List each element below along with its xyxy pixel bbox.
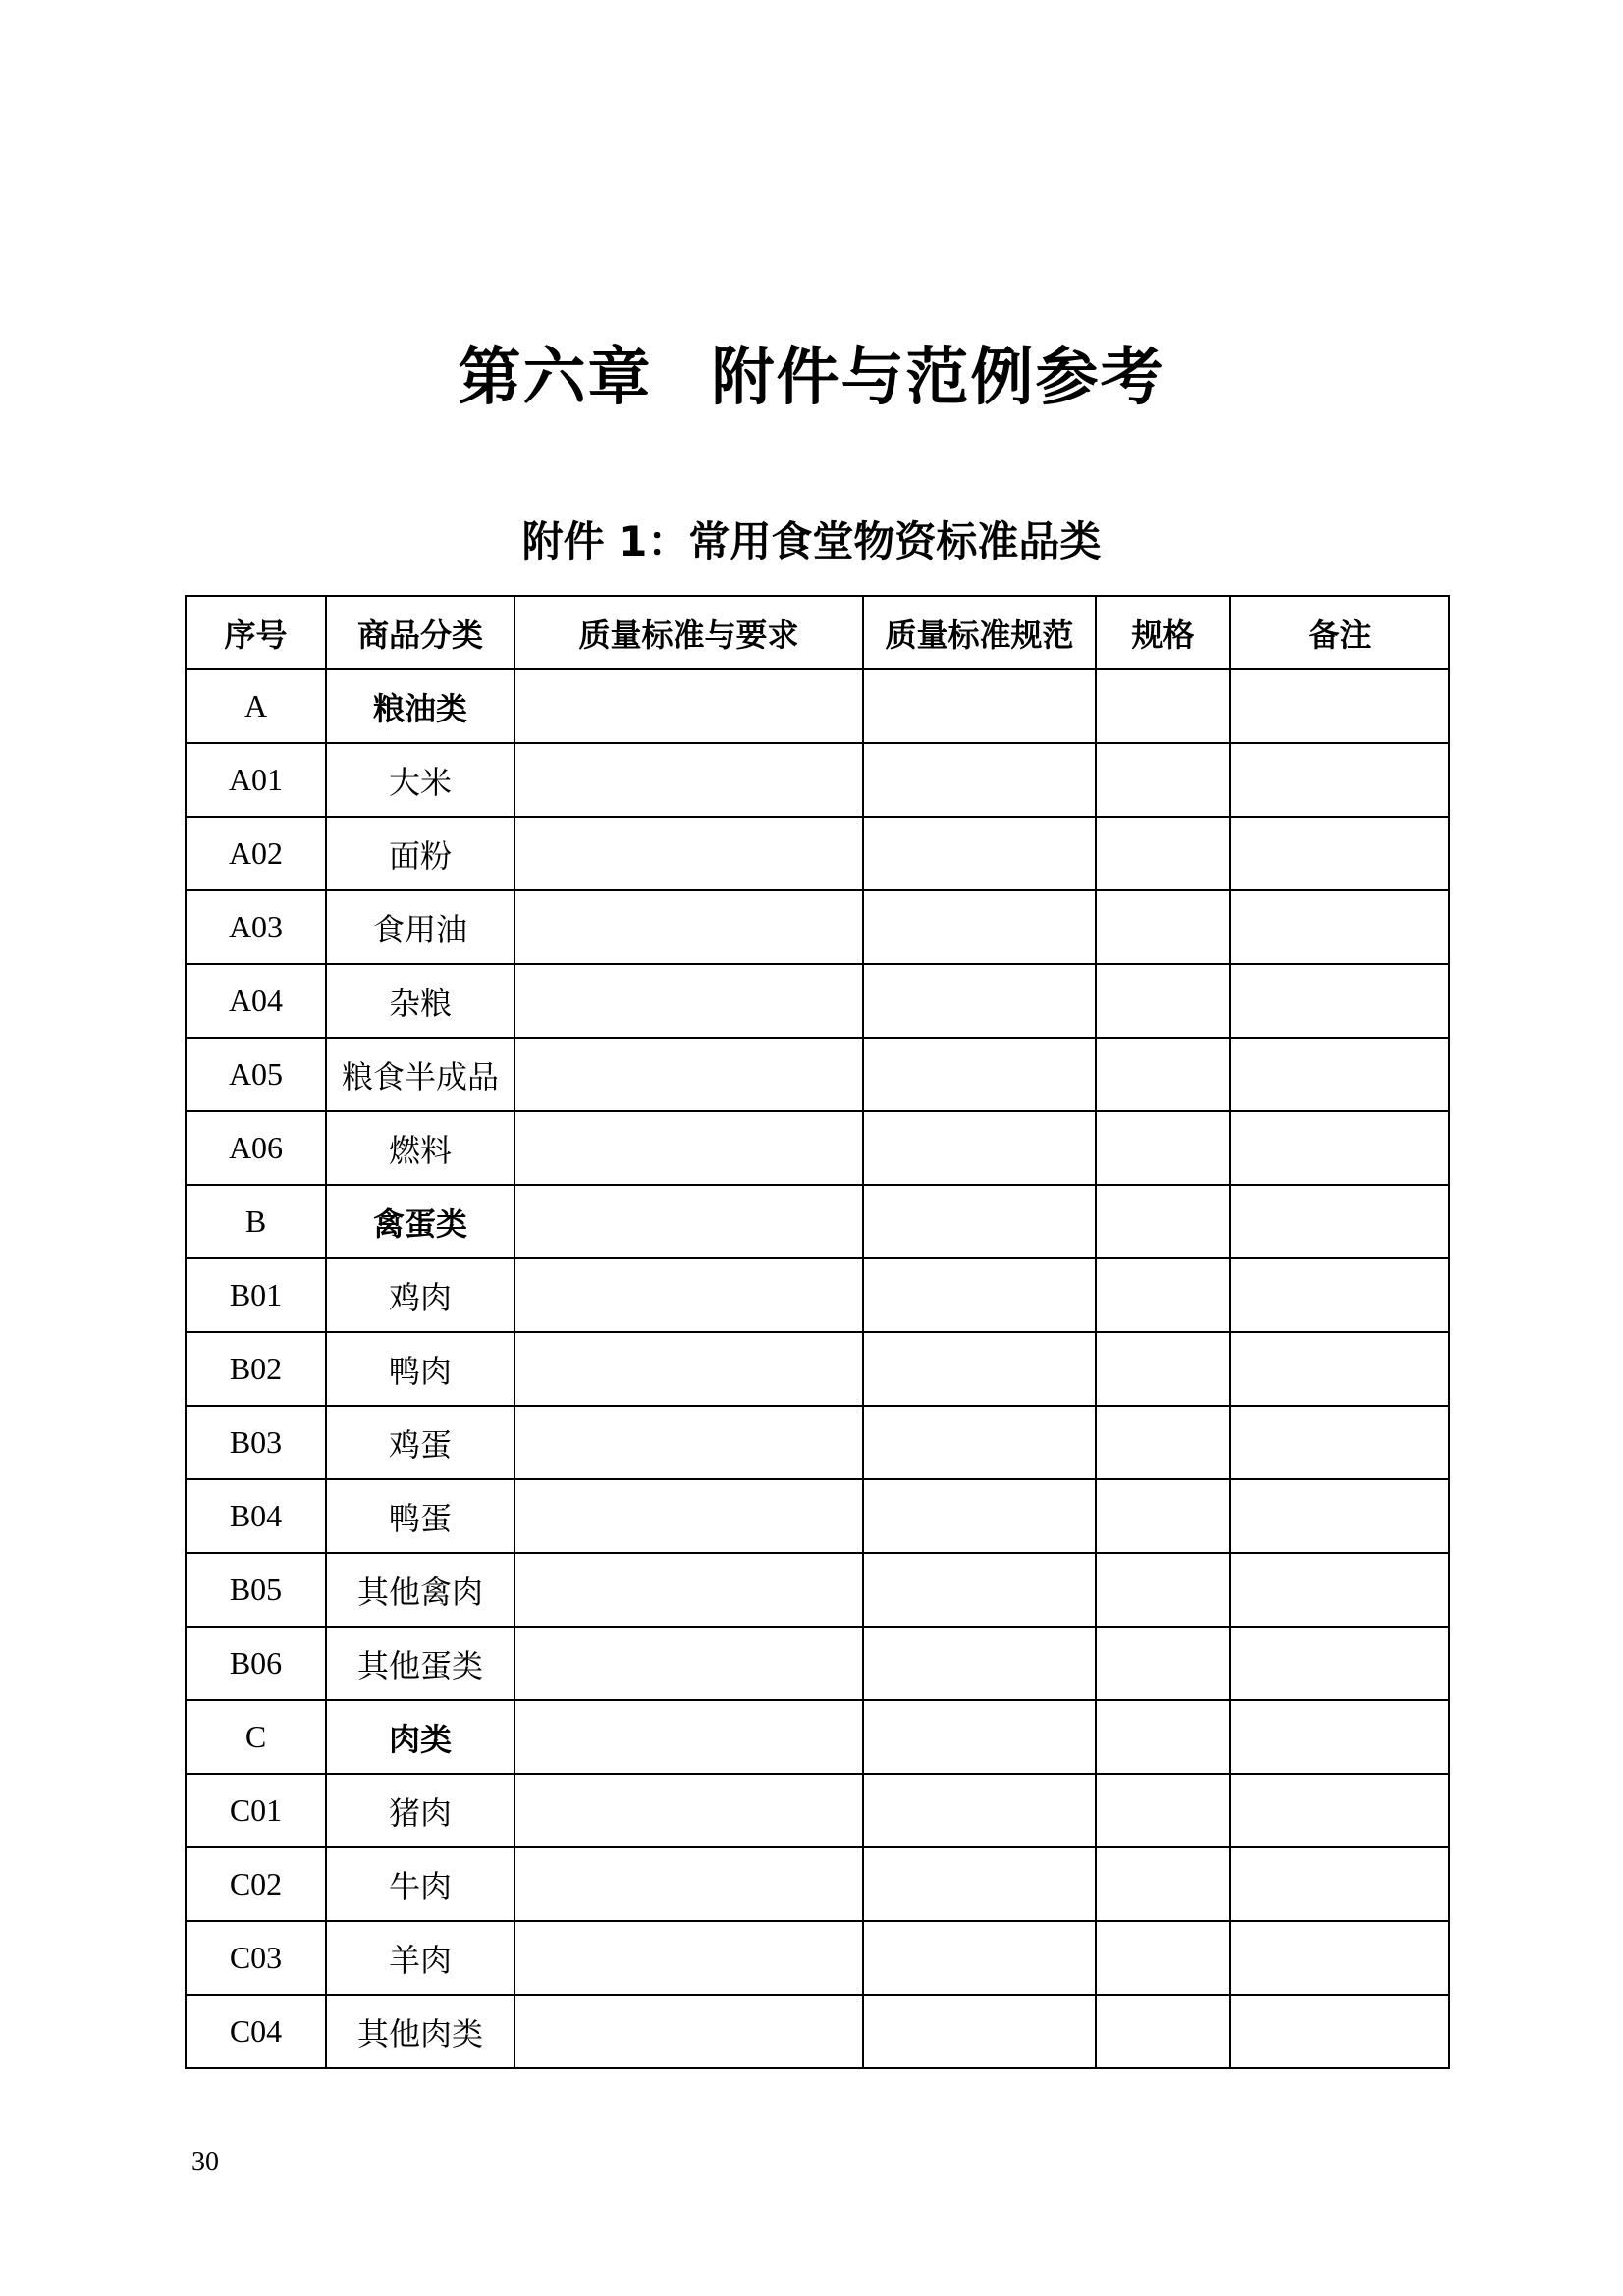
header-remarks: 备注 xyxy=(1230,596,1449,669)
item-category-name: 鸡蛋 xyxy=(326,1406,514,1479)
quality-spec-cell xyxy=(863,1038,1096,1111)
item-category-name: 羊肉 xyxy=(326,1921,514,1995)
item-code: B06 xyxy=(186,1627,326,1700)
item-code: C02 xyxy=(186,1847,326,1921)
category-row xyxy=(186,669,1449,743)
size-cell xyxy=(1096,1038,1230,1111)
quality-spec-cell xyxy=(863,1479,1096,1553)
item-code: A05 xyxy=(186,1038,326,1111)
item-code: A02 xyxy=(186,817,326,890)
item-category-name: 其他肉类 xyxy=(326,1995,514,2068)
table-row xyxy=(186,890,1449,964)
quality-requirements-cell xyxy=(514,1258,863,1332)
remarks-cell xyxy=(1230,1038,1449,1111)
size-cell xyxy=(1096,1847,1230,1921)
quality-requirements-cell xyxy=(514,1111,863,1185)
quality-requirements-cell xyxy=(514,743,863,817)
quality-requirements-cell xyxy=(514,1847,863,1921)
size-cell xyxy=(1096,1627,1230,1700)
remarks-cell xyxy=(1230,890,1449,964)
remarks-cell xyxy=(1230,743,1449,817)
item-category-name: 猪肉 xyxy=(326,1774,514,1847)
quality-spec-cell xyxy=(863,964,1096,1038)
table-row xyxy=(186,1332,1449,1406)
item-code: A04 xyxy=(186,964,326,1038)
table-row xyxy=(186,1774,1449,1847)
remarks-cell xyxy=(1230,964,1449,1038)
table-row xyxy=(186,1627,1449,1700)
quality-requirements-cell xyxy=(514,1038,863,1111)
size-cell xyxy=(1096,1332,1230,1406)
item-category-name: 粮食半成品 xyxy=(326,1038,514,1111)
remarks-cell xyxy=(1230,1700,1449,1774)
quality-spec-cell xyxy=(863,669,1096,743)
item-category-name: 粮油类 xyxy=(326,669,514,743)
size-cell xyxy=(1096,1258,1230,1332)
item-code: B03 xyxy=(186,1406,326,1479)
size-cell xyxy=(1096,1700,1230,1774)
table-row xyxy=(186,1258,1449,1332)
quality-requirements-cell xyxy=(514,1774,863,1847)
item-category-name: 鸭蛋 xyxy=(326,1479,514,1553)
item-category-name: 食用油 xyxy=(326,890,514,964)
item-code: B05 xyxy=(186,1553,326,1627)
item-code: C04 xyxy=(186,1995,326,2068)
header-category: 商品分类 xyxy=(326,596,514,669)
table-row xyxy=(186,1111,1449,1185)
quality-requirements-cell xyxy=(514,1627,863,1700)
table-body xyxy=(186,669,1449,2068)
quality-requirements-cell xyxy=(514,964,863,1038)
remarks-cell xyxy=(1230,1185,1449,1258)
item-category-name: 燃料 xyxy=(326,1111,514,1185)
quality-spec-cell xyxy=(863,1258,1096,1332)
quality-requirements-cell xyxy=(514,1406,863,1479)
quality-spec-cell xyxy=(863,817,1096,890)
chapter-number: 第六章 xyxy=(458,341,653,414)
header-quality-spec: 质量标准规范 xyxy=(863,596,1096,669)
size-cell xyxy=(1096,1921,1230,1995)
item-code: A01 xyxy=(186,743,326,817)
category-row xyxy=(186,1700,1449,1774)
item-code: B04 xyxy=(186,1479,326,1553)
size-cell xyxy=(1096,669,1230,743)
table-row xyxy=(186,1406,1449,1479)
size-cell xyxy=(1096,1553,1230,1627)
quality-spec-cell xyxy=(863,1995,1096,2068)
page-number: 30 xyxy=(191,2147,219,2177)
size-cell xyxy=(1096,1185,1230,1258)
header-size: 规格 xyxy=(1096,596,1230,669)
remarks-cell xyxy=(1230,1406,1449,1479)
quality-spec-cell xyxy=(863,1700,1096,1774)
item-category-name: 肉类 xyxy=(326,1700,514,1774)
quality-requirements-cell xyxy=(514,890,863,964)
quality-requirements-cell xyxy=(514,1995,863,2068)
quality-requirements-cell xyxy=(514,817,863,890)
quality-requirements-cell xyxy=(514,669,863,743)
quality-requirements-cell xyxy=(514,1185,863,1258)
remarks-cell xyxy=(1230,1847,1449,1921)
table-row xyxy=(186,743,1449,817)
item-category-name: 禽蛋类 xyxy=(326,1185,514,1258)
remarks-cell xyxy=(1230,1258,1449,1332)
item-code: A xyxy=(186,669,326,743)
item-code: C01 xyxy=(186,1774,326,1847)
remarks-cell xyxy=(1230,1921,1449,1995)
item-category-name: 其他禽肉 xyxy=(326,1553,514,1627)
chapter-title xyxy=(0,334,1623,422)
remarks-cell xyxy=(1230,1774,1449,1847)
item-category-name: 其他蛋类 xyxy=(326,1627,514,1700)
item-category-name: 牛肉 xyxy=(326,1847,514,1921)
quality-spec-cell xyxy=(863,1111,1096,1185)
quality-spec-cell xyxy=(863,1185,1096,1258)
quality-requirements-cell xyxy=(514,1553,863,1627)
quality-spec-cell xyxy=(863,1774,1096,1847)
quality-requirements-cell xyxy=(514,1921,863,1995)
quality-spec-cell xyxy=(863,1627,1096,1700)
item-code: A06 xyxy=(186,1111,326,1185)
size-cell xyxy=(1096,1995,1230,2068)
item-code: C03 xyxy=(186,1921,326,1995)
size-cell xyxy=(1096,743,1230,817)
item-category-name: 鸡肉 xyxy=(326,1258,514,1332)
quality-spec-cell xyxy=(863,890,1096,964)
size-cell xyxy=(1096,817,1230,890)
quality-spec-cell xyxy=(863,1553,1096,1627)
quality-requirements-cell xyxy=(514,1700,863,1774)
category-row xyxy=(186,1185,1449,1258)
quality-spec-cell xyxy=(863,743,1096,817)
table-row xyxy=(186,1479,1449,1553)
table-row xyxy=(186,1921,1449,1995)
item-code: C xyxy=(186,1700,326,1774)
size-cell xyxy=(1096,1774,1230,1847)
item-code: B01 xyxy=(186,1258,326,1332)
remarks-cell xyxy=(1230,1995,1449,2068)
table-row xyxy=(186,1553,1449,1627)
remarks-cell xyxy=(1230,817,1449,890)
remarks-cell xyxy=(1230,1553,1449,1627)
item-code: A03 xyxy=(186,890,326,964)
quality-spec-cell xyxy=(863,1921,1096,1995)
table-row xyxy=(186,1038,1449,1111)
header-serial: 序号 xyxy=(186,596,326,669)
size-cell xyxy=(1096,1479,1230,1553)
remarks-cell xyxy=(1230,1332,1449,1406)
table-row xyxy=(186,964,1449,1038)
item-category-name: 鸭肉 xyxy=(326,1332,514,1406)
table-row xyxy=(186,1847,1449,1921)
size-cell xyxy=(1096,890,1230,964)
item-code: B02 xyxy=(186,1332,326,1406)
item-code: B xyxy=(186,1185,326,1258)
size-cell xyxy=(1096,1406,1230,1479)
quality-spec-cell xyxy=(863,1332,1096,1406)
annex-title: 附件 1：常用食堂物资标准品类 xyxy=(521,517,1102,565)
item-category-name: 面粉 xyxy=(326,817,514,890)
item-category-name: 大米 xyxy=(326,743,514,817)
quality-spec-cell xyxy=(863,1406,1096,1479)
header-quality-requirements: 质量标准与要求 xyxy=(514,596,863,669)
remarks-cell xyxy=(1230,669,1449,743)
quality-requirements-cell xyxy=(514,1332,863,1406)
table-row xyxy=(186,1995,1449,2068)
table-row xyxy=(186,817,1449,890)
quality-requirements-cell xyxy=(514,1479,863,1553)
size-cell xyxy=(1096,964,1230,1038)
chapter-name: 附件与范例参考 xyxy=(711,341,1165,414)
quality-spec-cell xyxy=(863,1847,1096,1921)
remarks-cell xyxy=(1230,1479,1449,1553)
remarks-cell xyxy=(1230,1111,1449,1185)
header-row xyxy=(186,596,1449,669)
size-cell xyxy=(1096,1111,1230,1185)
item-category-name: 杂粮 xyxy=(326,964,514,1038)
remarks-cell xyxy=(1230,1627,1449,1700)
standards-table xyxy=(185,595,1450,2069)
